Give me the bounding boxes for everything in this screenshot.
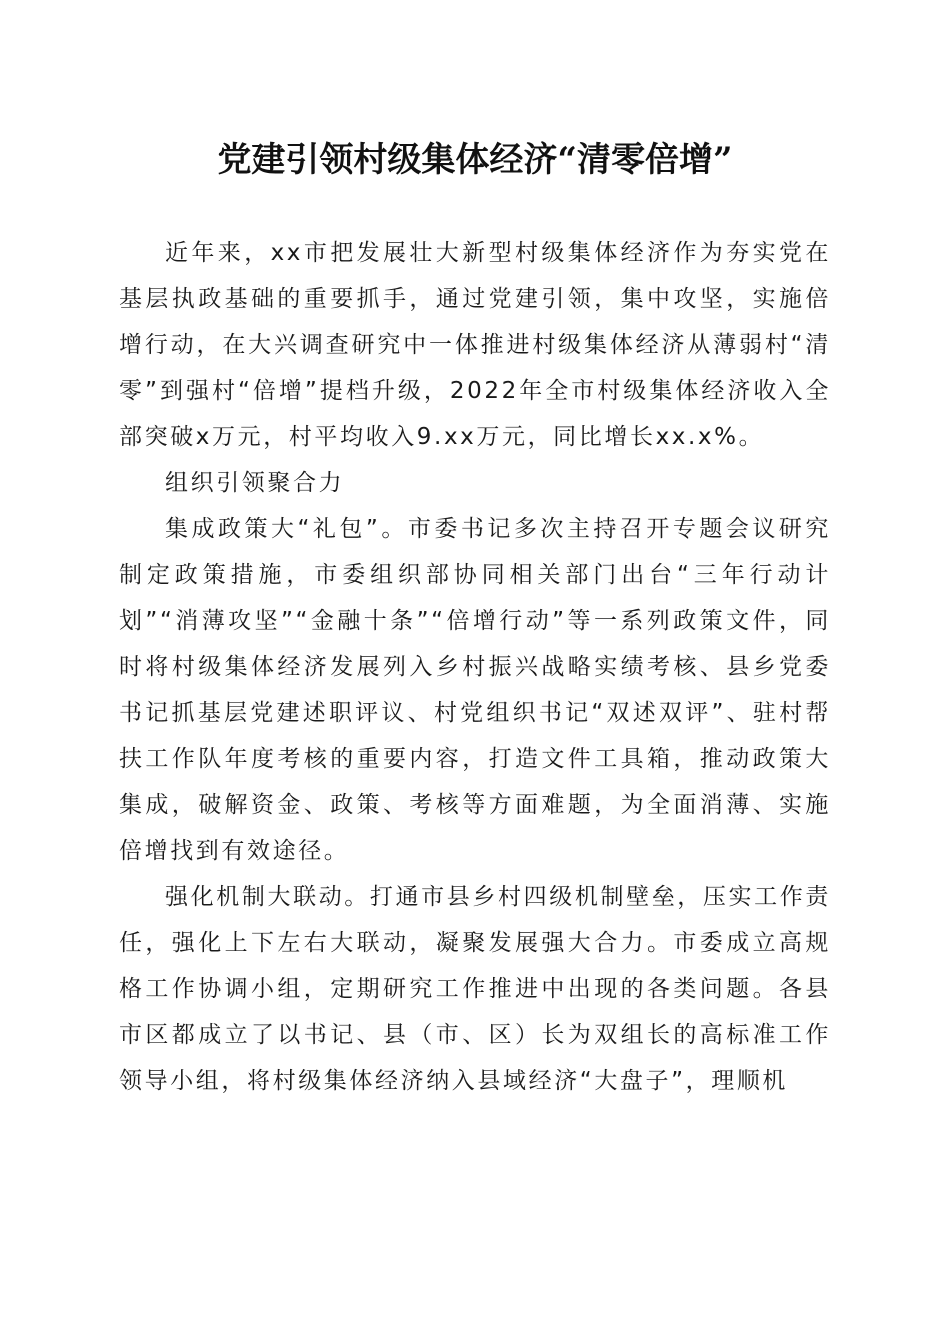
section-heading: 组织引领聚合力 [165, 470, 345, 496]
document-body [119, 230, 831, 1104]
mechanism-paragraph: 强化机制大联动。打通市县乡村四级机制壁垒，压实工作责任，强化上下左右大联动，凝聚发展强大合力。市委成立高规格工作协调小组，定期研究工作推进中出现的各类问题。各县市区都成立了以书记、县（市、区）长为双组长的高标准工作领导小组，将村级集体经济纳入县域经济“大盘子”，理顺机 [119, 884, 831, 1094]
document-title: 党建引领村级集体经济“清零倍增” [217, 140, 733, 180]
intro-paragraph: 近年来，xx市把发展壮大新型村级集体经济作为夯实党在基层执政基础的重要抓手，通过党建引领，集中攻坚，实施倍增行动，在大兴调查研究中一体推进村级集体经济从薄弱村“清零”到强村“倍增”提档升级，2022年全市村级集体经济收入全部突破x万元，村平均收入9.xx万元，同比增长xx.x%。 [119, 240, 831, 450]
policy-paragraph: 集成政策大“礼包”。市委书记多次主持召开专题会议研究制定政策措施，市委组织部协同相关部门出台“三年行动计划”“消薄攻坚”“金融十条”“倍增行动”等一系列政策文件，同时将村级集体经济发展列入乡村振兴战略实绩考核、县乡党委书记抓基层党建述职评议、村党组织书记“双述双评”、驻村帮扶工作队年度考核的重要内容，打造文件工具箱，推动政策大集成，破解资金、政策、考核等方面难题，为全面消薄、实施倍增找到有效途径。 [119, 516, 831, 864]
